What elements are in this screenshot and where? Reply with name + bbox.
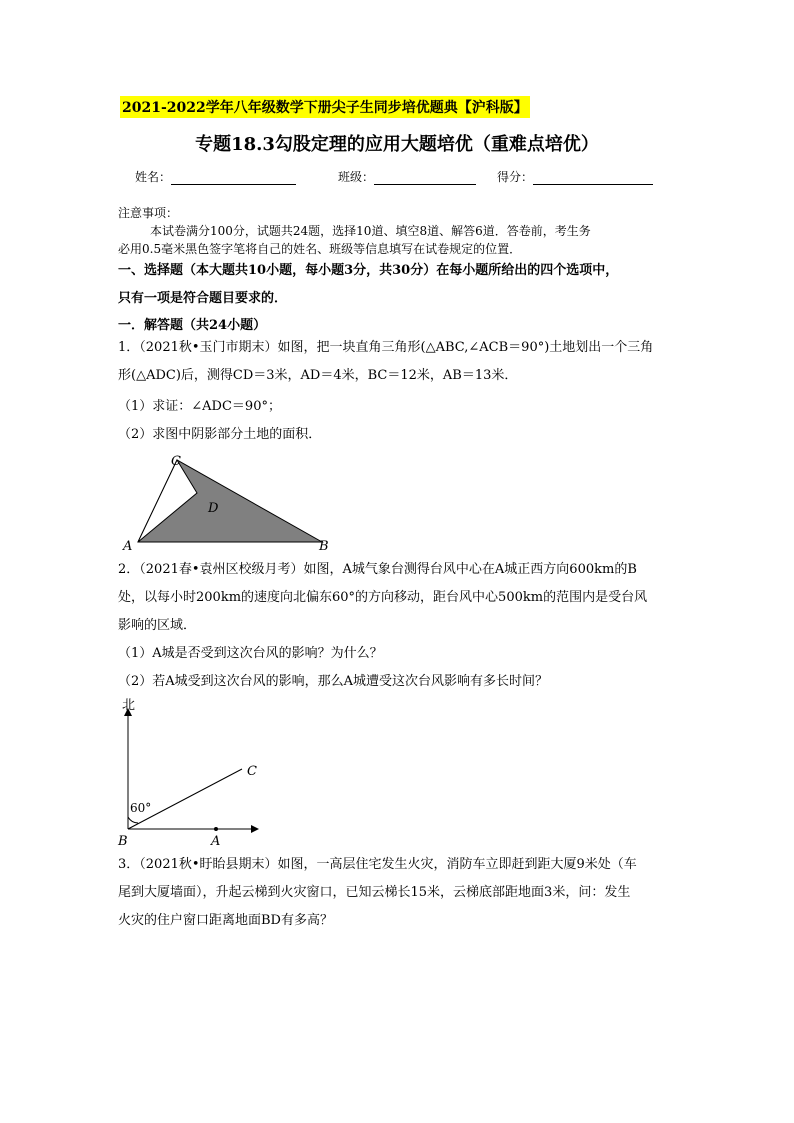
score-blank[interactable] bbox=[533, 172, 653, 185]
class-field[interactable] bbox=[338, 168, 476, 185]
label-c: C bbox=[247, 764, 257, 779]
class-label: 班级： bbox=[338, 170, 375, 184]
section1-line-2: 只有一项是符合题目要求的． bbox=[118, 291, 288, 306]
section1-line-1: 一、选择题（本大题共10小题，每小题3分，共30分）在每小题所给出的四个选项中， bbox=[118, 263, 619, 278]
point-a bbox=[214, 827, 218, 831]
label-b: B bbox=[118, 834, 128, 849]
name-label: 姓名： bbox=[135, 170, 172, 184]
q1-sub-2: （2）求图中阴影部分土地的面积． bbox=[118, 427, 322, 442]
label-c: C bbox=[171, 454, 181, 469]
angle-label: 60° bbox=[130, 801, 152, 815]
notes-line-2: 必用0.5毫米黑色签字笔将自己的姓名、班级等信息填写在试卷规定的位置． bbox=[118, 242, 522, 256]
q1-sub-1: （1）求证：∠ADC＝90°； bbox=[118, 399, 281, 414]
q3-line-2: 尾到大厦墙面），升起云梯到火灾窗口，已知云梯长15米，云梯底部距地面3米，问：发生 bbox=[118, 885, 631, 900]
q3-line-1: 3．（2021秋•盱眙县期末）如图，一高层住宅发生火灾，消防车立即赶到距大厦9米处（车 bbox=[118, 857, 637, 872]
q1-line-1: 1．（2021秋•玉门市期末）如图，把一块直角三角形(△ABC,∠ACB＝90°)土地划出一个三角 bbox=[118, 340, 654, 355]
label-a: A bbox=[211, 834, 221, 849]
notes-line-1: 本试卷满分100分，试题共24题，选择10道、填空8道、解答6道．答卷前，考生务 bbox=[150, 224, 591, 238]
q1-triangle-figure bbox=[115, 450, 335, 555]
q2-line-1: 2．（2021春•袁州区校级月考）如图，A城气象台测得台风中心在A城正西方向600km的B bbox=[118, 562, 637, 577]
north-label: 北 bbox=[122, 698, 136, 713]
notes-heading: 注意事项： bbox=[118, 206, 179, 220]
label-b: B bbox=[319, 539, 329, 554]
typhoon-path bbox=[128, 769, 242, 829]
q2-line-3: 影响的区域． bbox=[118, 618, 197, 633]
q2-line-2: 处，以每小时200km的速度向北偏东60°的方向移动，距台风中心500km的范围内是受台风 bbox=[118, 590, 648, 605]
q3-line-3: 火灾的住户窗口距离地面BD有多高？ bbox=[118, 913, 333, 928]
page-title: 专题18.3勾股定理的应用大题培优（重难点培优） bbox=[195, 134, 599, 155]
q2-direction-figure bbox=[110, 695, 270, 850]
angle-arc bbox=[128, 817, 138, 823]
label-d: D bbox=[208, 501, 219, 516]
q1-line-2: 形(△ADC)后，测得CD＝3米，AD＝4米，BC＝12米，AB＝13米． bbox=[118, 368, 518, 383]
series-title: 2021-2022学年八年级数学下册尖子生同步培优题典【沪科版】 bbox=[120, 96, 530, 118]
class-blank[interactable] bbox=[374, 172, 476, 185]
q2-sub-1: （1）A城是否受到这次台风的影响？为什么？ bbox=[118, 646, 383, 661]
score-label: 得分： bbox=[497, 170, 534, 184]
q2-sub-2: （2）若A城受到这次台风的影响，那么A城遭受这次台风影响有多长时间？ bbox=[118, 674, 549, 689]
section2-heading: 一．解答题（共24小题） bbox=[118, 318, 267, 333]
name-field[interactable] bbox=[135, 168, 296, 185]
name-blank[interactable] bbox=[171, 172, 296, 185]
label-a: A bbox=[123, 539, 133, 554]
score-field[interactable] bbox=[497, 168, 653, 185]
